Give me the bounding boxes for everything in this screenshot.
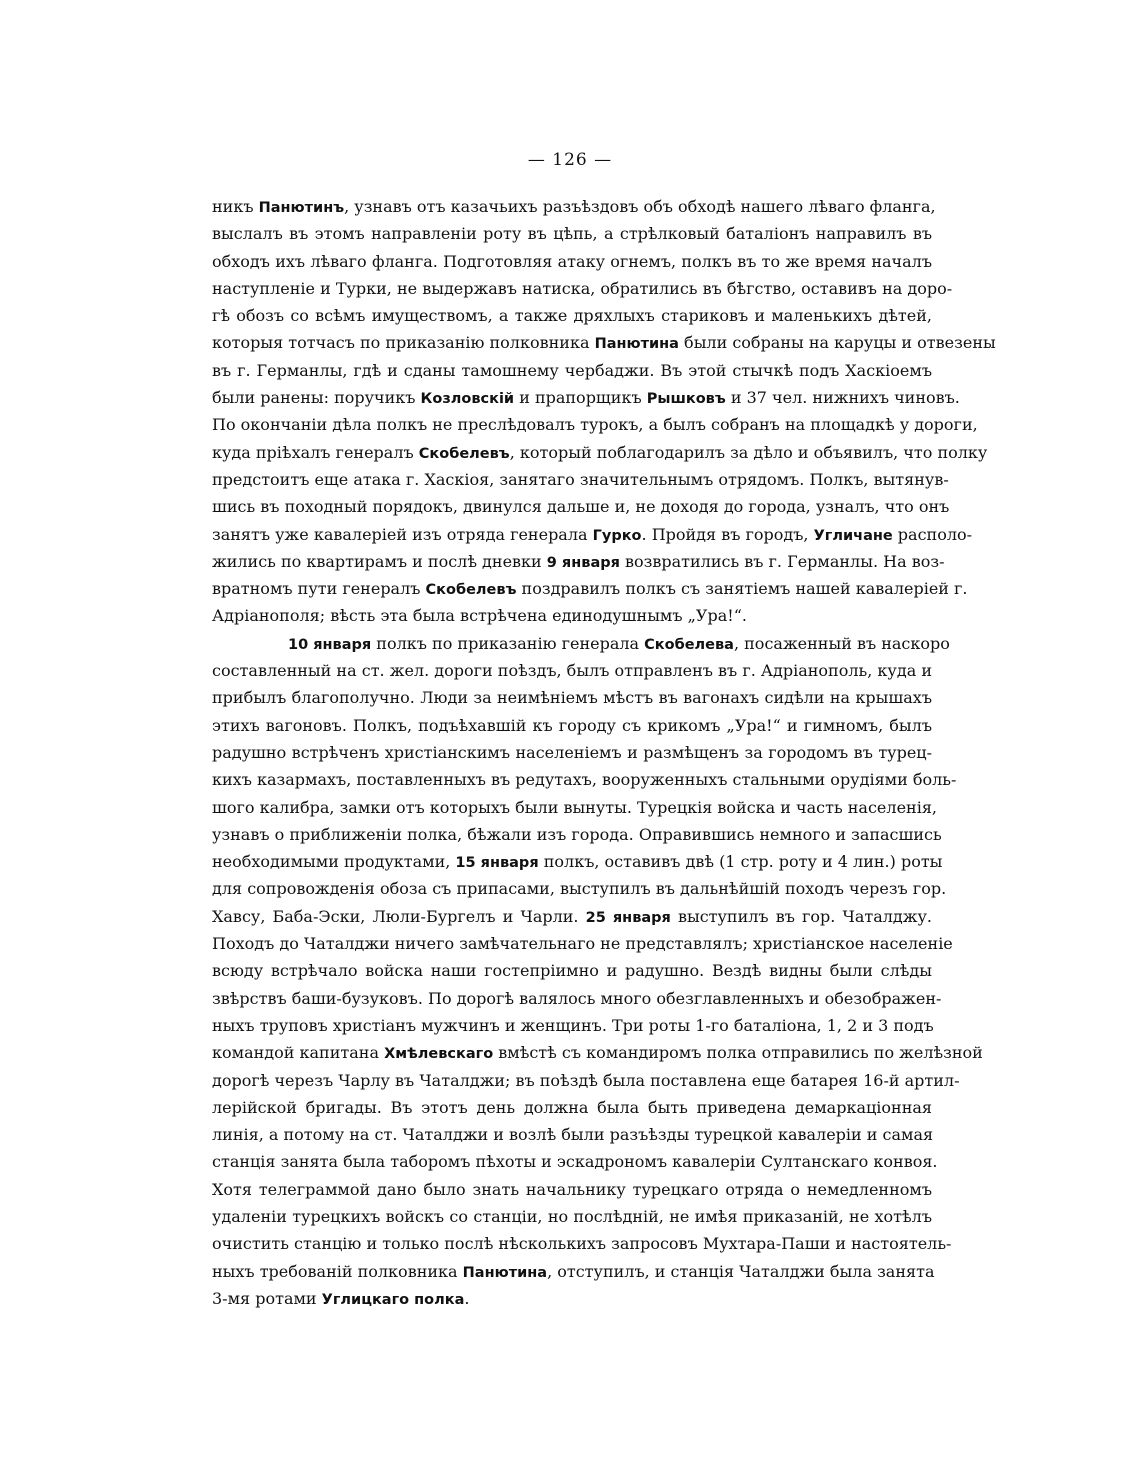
text-line xyxy=(212,957,932,984)
text-line xyxy=(212,821,942,848)
text-line xyxy=(212,739,932,766)
text-segment: радушно встрѣченъ христіанскимъ населеніемъ и размѣщенъ за городомъ въ турец- xyxy=(212,742,932,762)
emphasized-name: Панютина xyxy=(594,336,679,353)
text-segment: . xyxy=(464,1288,470,1308)
text-segment: узнавъ о приближеніи полка, бѣжали изъ города. Оправившись немного и запасшись xyxy=(212,824,942,844)
text-segment: прибылъ благополучно. Люди за неимѣніемъ мѣстъ въ вагонахъ сидѣли на крышахъ xyxy=(212,688,932,708)
text-line xyxy=(212,521,973,548)
emphasized-name: Скобелева xyxy=(644,636,734,653)
text-segment: всюду встрѣчало войска наши гостепріимно и радушно. Вездѣ видны были слѣды xyxy=(212,961,932,981)
text-line xyxy=(212,329,996,356)
text-line xyxy=(212,1176,932,1203)
text-line xyxy=(212,903,932,930)
text-segment: Походъ до Чаталджи ничего замѣчательнаго не представлялъ; христіанское населеніе xyxy=(212,934,953,954)
text-line xyxy=(212,602,932,629)
emphasized-name: Угличане xyxy=(813,527,893,544)
text-segment: которыя тотчасъ по приказанію полковника xyxy=(212,333,595,353)
text-segment: кихъ казармахъ, поставленныхъ въ редутахъ, вооруженныхъ стальными орудіями боль- xyxy=(212,770,957,790)
text-segment: были ранены: поручикъ xyxy=(212,388,421,408)
emphasized-name: 9 января xyxy=(546,554,620,571)
emphasized-name: Хмѣлевскаго xyxy=(384,1046,494,1063)
emphasized-name: 15 января xyxy=(455,855,539,872)
text-segment: шого калибра, замки отъ которыхъ были вынуты. Турецкія войска и часть населенія, xyxy=(212,797,937,817)
text-line xyxy=(212,357,932,384)
emphasized-name: 25 января xyxy=(585,909,671,926)
text-line xyxy=(212,575,968,602)
text-line xyxy=(212,1230,952,1257)
text-segment: поздравилъ полкъ съ занятіемъ нашей кавалеріей г. xyxy=(516,579,968,599)
text-segment: По окончаніи дѣла полкъ не преслѣдовалъ турокъ, а былъ собранъ на площадкѣ у дороги, xyxy=(212,415,978,435)
text-segment: командой капитана xyxy=(212,1043,385,1063)
emphasized-name: 10 января xyxy=(288,636,372,653)
emphasized-name: Козловскій xyxy=(420,391,515,408)
text-segment: и прапорщикъ xyxy=(514,388,647,408)
text-line xyxy=(212,794,937,821)
body-text xyxy=(212,193,996,1312)
text-segment: полкъ, оставивъ двѣ (1 стр. роту и 4 лин.) роты xyxy=(538,852,943,872)
text-line xyxy=(212,384,960,411)
text-line xyxy=(212,1012,932,1039)
text-line xyxy=(212,930,953,957)
text-segment: гѣ обозъ со всѣмъ имуществомъ, а также дряхлыхъ стариковъ и маленькихъ дѣтей, xyxy=(212,306,932,326)
emphasized-name: Панютина xyxy=(462,1264,548,1281)
text-line xyxy=(212,466,949,493)
text-line xyxy=(212,1067,960,1094)
text-segment: звѣрствъ баши-бузуковъ. По дорогѣ валялось много обезглавленныхъ и обезображен- xyxy=(212,988,942,1008)
text-segment: , узнавъ отъ казачьихъ разъѣздовъ объ обходѣ нашего лѣваго фланга, xyxy=(344,197,936,216)
emphasized-name: Скобелевъ xyxy=(418,445,510,462)
text-line xyxy=(212,1258,935,1285)
text-segment: , посаженный въ наскоро xyxy=(733,633,950,653)
text-segment: полкъ по приказанію генерала xyxy=(371,633,645,653)
text-segment: вмѣстѣ съ командиромъ полка отправились по желѣзной xyxy=(493,1043,983,1063)
text-segment: очистить станцію и только послѣ нѣсколькихъ запросовъ Мухтара-Паши и настоятель- xyxy=(212,1234,952,1254)
text-line xyxy=(212,657,932,684)
text-segment: станція занята была таборомъ пѣхоты и эскадрономъ кавалеріи Султанскаго конвоя. xyxy=(212,1152,938,1172)
text-segment: , отступилъ, и станція Чаталджи была занята xyxy=(547,1261,935,1281)
text-line xyxy=(212,1285,932,1312)
text-line xyxy=(212,248,932,275)
text-segment: наступленіе и Турки, не выдержавъ натиска, обратились въ бѣгство, оставивъ на доро- xyxy=(212,278,953,298)
text-segment: , который поблагодарилъ за дѣло и объявилъ, что полку xyxy=(509,442,988,462)
text-line xyxy=(212,1121,932,1148)
text-segment: 3-мя ротами xyxy=(212,1288,322,1308)
text-line xyxy=(212,1148,938,1175)
text-line xyxy=(212,1039,983,1066)
text-segment: ныхъ труповъ христіанъ мужчинъ и женщинъ. Три роты 1-го баталіона, 1, 2 и 3 подъ xyxy=(212,1015,934,1035)
text-line xyxy=(212,439,988,466)
text-segment: Адріанополя; вѣсть эта была встрѣчена единодушнымъ „Ура!“. xyxy=(212,606,747,626)
text-line xyxy=(212,1203,932,1230)
text-line xyxy=(212,411,978,438)
text-segment: необходимыми продуктами, xyxy=(212,852,456,872)
text-segment: лерійской бригады. Въ этотъ день должна была быть приведена демаркаціонная xyxy=(212,1097,932,1117)
text-segment: выслалъ въ этомъ направленіи роту въ цѣпь, а стрѣлковый баталіонъ направилъ въ xyxy=(212,224,932,244)
text-segment: были собраны на каруцы и отвезены xyxy=(678,333,996,353)
text-segment: жились по квартирамъ и послѣ дневки xyxy=(212,551,547,571)
text-segment: и 37 чел. нижнихъ чиновъ. xyxy=(725,388,960,408)
emphasized-name: Скобелевъ xyxy=(425,582,517,599)
text-line xyxy=(212,1094,932,1121)
text-segment: . Пройдя въ городъ, xyxy=(641,524,814,544)
emphasized-name: Рышковъ xyxy=(646,391,726,408)
text-segment: дорогѣ черезъ Чарлу въ Чаталджи; въ поѣздѣ была поставлена еще батарея 16-й артил- xyxy=(212,1070,960,1090)
text-segment: возвратились въ г. Германлы. На воз- xyxy=(619,551,945,571)
text-segment: выступилъ въ гор. Чаталджу. xyxy=(670,906,932,926)
text-segment: для сопровожденія обоза съ припасами, выступилъ въ дальнѣйшій походъ черезъ гор. xyxy=(212,879,947,899)
text-segment: располо- xyxy=(892,524,973,544)
text-segment: линія, а потому на ст. Чаталджи и возлѣ были разъѣзды турецкой кавалеріи и самая xyxy=(212,1125,934,1145)
text-segment: Хотя телеграммой дано было знать начальнику турецкаго отряда о немедленномъ xyxy=(212,1179,932,1199)
text-line xyxy=(212,684,932,711)
text-line xyxy=(212,630,950,657)
text-line xyxy=(212,985,942,1012)
text-segment: составленный на ст. жел. дороги поѣздъ, былъ отправленъ въ г. Адріанополь, куда и xyxy=(212,661,932,681)
text-segment: Хавсу, Баба-Эски, Люли-Бургелъ и Чарли. xyxy=(212,906,586,926)
text-segment: въ г. Германлы, гдѣ и сданы тамошнему чербаджи. Въ этой стычкѣ подъ Хаскіоемъ xyxy=(212,360,932,380)
emphasized-name: Углицкаго полка xyxy=(321,1291,465,1308)
text-segment: удаленіи турецкихъ войскъ со станціи, но послѣдній, не имѣя приказаній, не хотѣлъ xyxy=(212,1206,932,1226)
text-line xyxy=(212,766,957,793)
text-segment: этихъ вагоновъ. Полкъ, подъѣхавшій къ городу съ крикомъ „Ура!“ и гимномъ, былъ xyxy=(212,715,932,735)
emphasized-name: Панютинъ xyxy=(258,200,345,216)
text-segment: обходъ ихъ лѣваго фланга. Подготовляя атаку огнемъ, полкъ въ то же время началъ xyxy=(212,251,932,271)
text-segment: ныхъ требованій полковника xyxy=(212,1261,463,1281)
text-line xyxy=(212,875,947,902)
text-segment: шись въ походный порядокъ, двинулся дальше и, не доходя до города, узналъ, что онъ xyxy=(212,497,950,517)
text-line xyxy=(212,712,932,739)
text-segment: занятъ уже кавалеріей изъ отряда генерала xyxy=(212,524,593,544)
text-line xyxy=(212,493,950,520)
text-line xyxy=(212,302,932,329)
text-line xyxy=(212,275,953,302)
text-line xyxy=(212,848,943,875)
emphasized-name: Гурко xyxy=(592,527,642,544)
text-segment: куда пріѣхалъ генералъ xyxy=(212,442,419,462)
text-line xyxy=(212,548,945,575)
text-segment: вратномъ пути генералъ xyxy=(212,579,426,599)
text-segment: никъ xyxy=(212,197,259,216)
page-number: — 126 — xyxy=(527,150,613,170)
text-line xyxy=(212,220,932,247)
text-line xyxy=(212,193,936,220)
text-segment: предстоитъ еще атака г. Хаскіоя, занятаго значительнымъ отрядомъ. Полкъ, вытянув- xyxy=(212,469,949,489)
